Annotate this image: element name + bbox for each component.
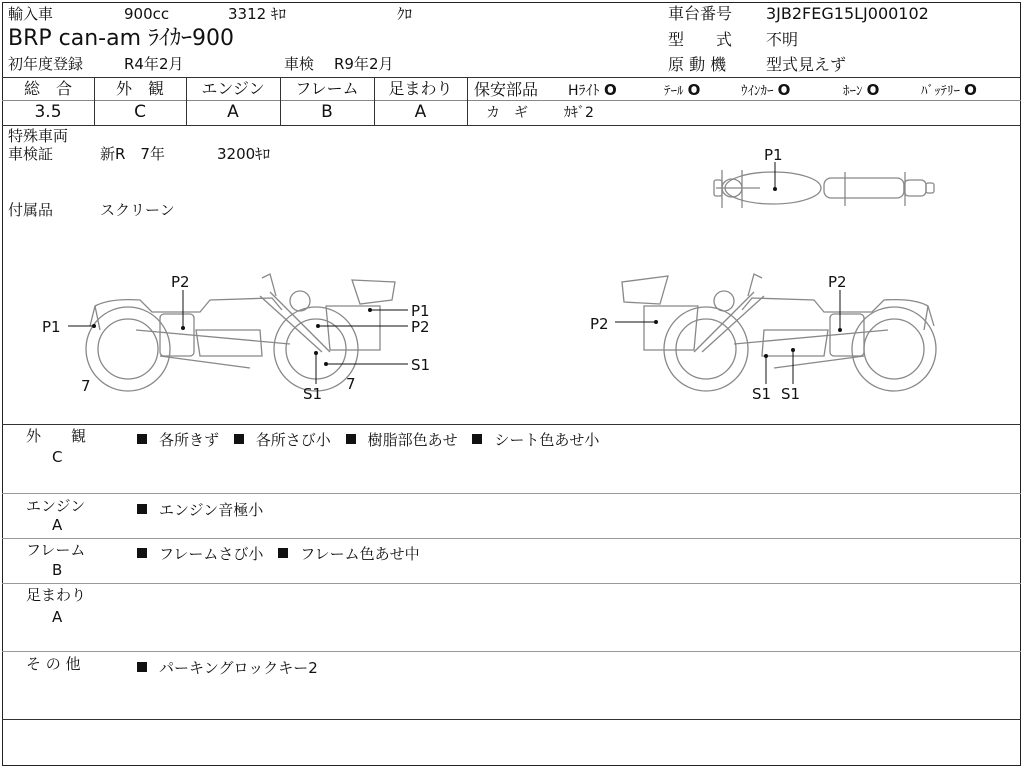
note-label-engine: エンジン xyxy=(26,497,86,515)
right-label-p2-front: P2 xyxy=(590,315,609,333)
note-grade-exterior: C xyxy=(52,448,63,466)
note-label-frame: フレーム xyxy=(26,541,86,559)
grade-header-suspension: 足まわり xyxy=(388,79,453,98)
grade-value-exterior: C xyxy=(134,102,146,122)
grade-header-overall: 総 合 xyxy=(23,79,72,98)
note-label-exterior: 外 観 xyxy=(26,427,87,445)
note-item: 各所さび小 xyxy=(255,431,331,449)
key-value: ｶｷﾞ2 xyxy=(564,105,594,121)
bullet-icon xyxy=(472,434,482,444)
left-label-p2-front: P2 xyxy=(411,318,430,336)
bullet-icon xyxy=(137,548,147,558)
safety-item-headlight: Hﾗｲﾄ O xyxy=(568,81,617,99)
left-label-s1-front: S1 xyxy=(411,356,431,374)
frame-no-label: 車台番号 xyxy=(668,4,733,23)
safety-item-winker: ｳｲﾝｶｰ O xyxy=(741,81,791,99)
safety-item-tail: ﾃｰﾙ O xyxy=(664,81,701,99)
special-title: 特殊車両 xyxy=(8,127,69,145)
bullet-icon xyxy=(346,434,356,444)
mileage: 3312 ｷﾛ xyxy=(228,5,286,23)
notes-divider-1 xyxy=(2,493,1021,494)
bullet-icon xyxy=(137,504,147,514)
maker-model: BRP can-am ﾗｲｶｰ900 xyxy=(8,26,234,51)
key-label: カ ギ xyxy=(486,105,528,121)
note-item: エンジン音極小 xyxy=(159,501,264,519)
bullet-icon xyxy=(278,548,288,558)
bullet-icon xyxy=(234,434,244,444)
top-label-p1: P1 xyxy=(764,146,783,164)
note-item: 樹脂部色あせ xyxy=(367,431,458,449)
grade-value-engine: A xyxy=(227,102,239,122)
first-reg-label: 初年度登録 xyxy=(8,55,84,73)
inspection-value: R9年2月 xyxy=(334,55,394,73)
left-label-s1-fork: S1 xyxy=(303,385,323,403)
accessory-value: スクリーン xyxy=(100,201,175,219)
right-label-s1-a: S1 xyxy=(752,385,772,403)
type-value: 不明 xyxy=(766,30,799,49)
first-reg-value: R4年2月 xyxy=(124,55,184,73)
grade-value-frame: B xyxy=(321,102,333,122)
bike-right-view xyxy=(622,274,936,391)
notes-divider-3 xyxy=(2,583,1021,584)
shaken-mileage: 3200ｷﾛ xyxy=(217,145,271,163)
type-label: 型 式 xyxy=(668,30,733,49)
notes-divider-2 xyxy=(2,538,1021,539)
grade-header-engine: エンジン xyxy=(201,79,265,98)
note-grade-frame: B xyxy=(52,561,63,579)
note-item: フレーム色あせ中 xyxy=(300,545,420,563)
note-items-engine xyxy=(137,499,273,520)
engine-value: 型式見えず xyxy=(766,55,847,74)
shaken-label: 車検証 xyxy=(8,145,54,163)
safety-item-horn: ﾎｰﾝ O xyxy=(843,81,880,99)
engine-label: 原 動 機 xyxy=(668,55,727,74)
grade-value-overall: 3.5 xyxy=(34,102,62,122)
note-grade-engine: A xyxy=(52,516,63,534)
frame-no-value: 3JB2FEG15LJ000102 xyxy=(766,4,929,23)
note-grade-suspension: A xyxy=(52,608,63,626)
grade-header-frame: フレーム xyxy=(295,79,359,98)
left-label-7-rear: 7 xyxy=(81,377,91,395)
notes-bottom xyxy=(2,719,1021,720)
safety-label: 保安部品 xyxy=(474,80,539,99)
left-label-7-front: 7 xyxy=(346,375,356,393)
note-label-other: そ の 他 xyxy=(26,655,81,673)
bullet-icon xyxy=(137,662,147,672)
accessory-label: 付属品 xyxy=(8,201,54,219)
note-items-frame xyxy=(137,543,430,564)
left-label-p1-front: P1 xyxy=(411,302,430,320)
left-leaders xyxy=(68,290,408,384)
bullet-icon xyxy=(137,434,147,444)
grade-value-suspension: A xyxy=(414,102,427,122)
right-label-s1-b: S1 xyxy=(781,385,801,403)
note-items-other xyxy=(137,657,328,678)
bike-left-view xyxy=(86,274,395,391)
note-items-exterior xyxy=(137,429,609,450)
left-label-p1-rear: P1 xyxy=(42,318,61,336)
safety-item-battery: ﾊﾞｯﾃﾘｰ O xyxy=(921,81,977,99)
note-item: フレームさび小 xyxy=(159,545,264,563)
note-item: パーキングロックキー2 xyxy=(159,659,318,677)
note-item: シート色あせ小 xyxy=(494,431,600,449)
right-label-p2-seat: P2 xyxy=(828,273,847,291)
left-dots xyxy=(92,308,372,366)
note-label-suspension: 足まわり xyxy=(26,586,87,604)
left-label-p2-seat: P2 xyxy=(171,273,190,291)
notes-divider-4 xyxy=(2,651,1021,652)
displacement: 900cc xyxy=(124,5,170,23)
note-item: 各所きず xyxy=(159,431,220,449)
inspection-label: 車検 xyxy=(284,55,315,73)
color: ｸﾛ xyxy=(397,5,413,23)
shaken-value: 新R 7年 xyxy=(100,145,165,163)
notes-top xyxy=(2,424,1021,425)
bike-top-view xyxy=(714,170,934,208)
import-label: 輸入車 xyxy=(8,5,54,23)
grade-header-exterior: 外 観 xyxy=(115,79,164,98)
